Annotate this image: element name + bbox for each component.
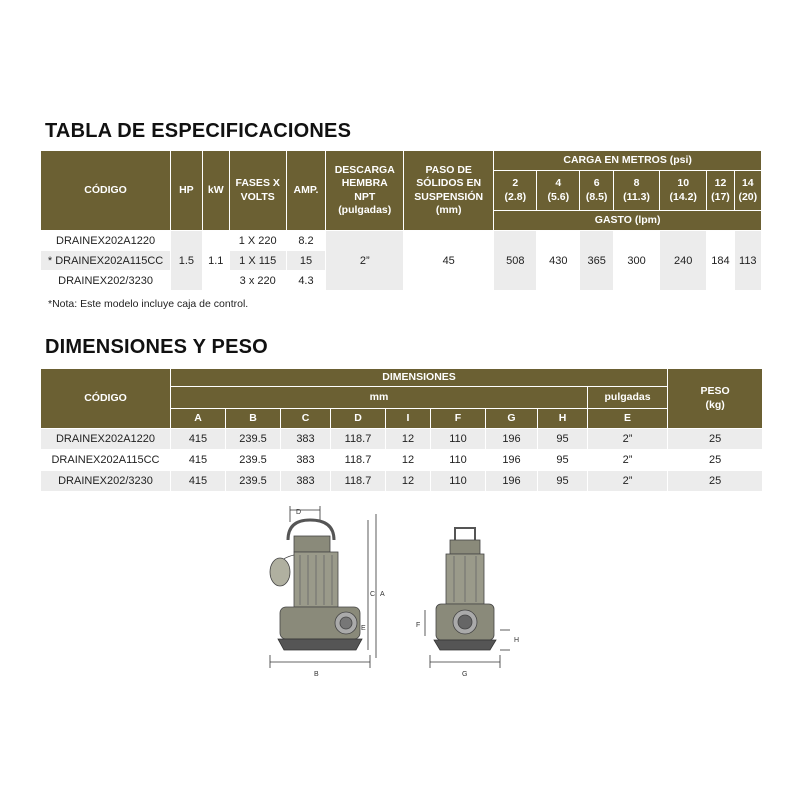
spec-header-kw: kW [202,151,229,231]
spec-fases: 1 X 220 [229,231,286,251]
spec-header-descarga-line1: DESCARGA [334,164,395,177]
dim-val-h: 95 [538,450,588,471]
table-row [41,231,762,251]
spec-paso: 45 [404,231,494,291]
spec-fases: 1 X 115 [229,251,286,271]
dim-label-h: H [514,637,520,644]
spec-header-paso-line3: SUSPENSIÓN [414,190,484,203]
table-row [41,471,763,492]
dim-header-mm: mm [171,387,588,409]
spec-header-descarga-line4: (pulgadas) [338,203,392,216]
carga-col-8: 8 (11.3) [613,171,659,211]
dim-peso: 25 [668,429,763,450]
carga-col-14: 14 (20) [734,171,761,211]
spec-header-descarga [326,151,404,231]
dim-val-a: 415 [171,450,226,471]
spec-gasto-8: 300 [613,231,659,291]
dim-val-f: 110 [431,450,486,471]
dim-val-e: 2” [588,450,668,471]
dim-header-peso [668,369,763,429]
dim-codigo: DRAINEX202A115CC [41,450,171,471]
dim-peso: 25 [668,471,763,492]
table-row [41,429,763,450]
dim-codigo: DRAINEX202A1220 [41,429,171,450]
dim-label-c: C [370,591,376,598]
spec-header-paso-line1: PASO DE [425,164,472,177]
pump-drawing [250,500,550,685]
spec-amp: 8.2 [286,231,326,251]
spec-header-paso-line4: (mm) [435,203,462,216]
table-row [41,450,763,471]
dim-val-i: 12 [386,450,431,471]
dim-val-c: 383 [281,471,331,492]
dim-val-g: 196 [486,429,538,450]
dim-title: DIMENSIONES Y PESO [45,336,268,358]
dim-col-h: H [538,409,588,429]
dim-val-g: 196 [486,450,538,471]
dim-peso: 25 [668,450,763,471]
dim-col-f: F [431,409,486,429]
dim-val-f: 110 [431,429,486,450]
carga-col-6: 6 (8.5) [580,171,614,211]
spec-hp: 1.5 [171,231,202,291]
spec-header-codigo: CÓDIGO [41,151,171,231]
dim-label-e: E [361,625,366,632]
spec-header-fases [229,151,286,231]
spec-kw: 1.1 [202,231,229,291]
dim-col-g: G [486,409,538,429]
carga-col-4: 4 (5.6) [537,171,580,211]
dim-label-b: B [314,671,319,678]
spec-note: *Nota: Este modelo incluye caja de control. [48,298,249,310]
dim-col-c: C [281,409,331,429]
dim-val-g: 196 [486,471,538,492]
carga-col-2: 2 (2.8) [494,171,537,211]
dim-val-c: 383 [281,450,331,471]
dim-val-f: 110 [431,471,486,492]
carga-col-10: 10 (14.2) [660,171,707,211]
spec-table [40,150,762,291]
spec-codigo: DRAINEX202A1220 [41,231,171,251]
pump-side-view [270,506,385,678]
carga-col-12: 12 (17) [707,171,734,211]
dim-val-i: 12 [386,429,431,450]
pump-front-view [416,528,519,678]
spec-header-gasto: GASTO (lpm) [494,211,762,231]
spec-gasto-2: 508 [494,231,537,291]
dim-label-g: G [462,671,468,678]
spec-fases: 3 x 220 [229,271,286,291]
spec-descarga: 2” [326,231,404,291]
dim-val-i: 12 [386,471,431,492]
dim-col-b: B [226,409,281,429]
spec-header-fases-line2: VOLTS [240,190,275,203]
dim-val-d: 118.7 [331,450,386,471]
dim-label-d: D [296,509,302,516]
dim-col-a: A [171,409,226,429]
dim-table [40,368,763,492]
spec-gasto-4: 430 [537,231,580,291]
spec-header-paso [404,151,494,231]
spec-gasto-14: 113 [734,231,761,291]
dim-val-c: 383 [281,429,331,450]
dim-header-peso-line1: PESO [700,385,730,398]
spec-gasto-10: 240 [660,231,707,291]
spec-gasto-12: 184 [707,231,734,291]
dim-val-b: 239.5 [226,450,281,471]
dim-codigo: DRAINEX202/3230 [41,471,171,492]
dim-val-b: 239.5 [226,471,281,492]
dim-val-h: 95 [538,471,588,492]
dim-val-a: 415 [171,429,226,450]
dim-val-d: 118.7 [331,471,386,492]
spec-header-descarga-line2: HEMBRA [341,177,388,190]
spec-header-paso-line2: SÓLIDOS EN [416,177,482,190]
spec-header-amp: AMP. [286,151,326,231]
dim-header-peso-line2: (kg) [705,398,725,411]
spec-codigo: DRAINEX202/3230 [41,271,171,291]
spec-header-descarga-line3: NPT [354,190,376,203]
dim-col-i: I [386,409,431,429]
dim-val-d: 118.7 [331,429,386,450]
spec-amp: 4.3 [286,271,326,291]
dim-val-e: 2” [588,471,668,492]
dim-val-h: 95 [538,429,588,450]
spec-codigo: * DRAINEX202A115CC [41,251,171,271]
dim-col-e: E [588,409,668,429]
spec-gasto-6: 365 [580,231,614,291]
spec-amp: 15 [286,251,326,271]
dim-label-a: A [380,591,385,598]
spec-header-hp: HP [171,151,202,231]
dim-header-codigo: CÓDIGO [41,369,171,429]
spec-header-carga: CARGA EN METROS (psi) [494,151,762,171]
dim-header-dimensiones: DIMENSIONES [171,369,668,387]
dim-header-pulgadas: pulgadas [588,387,668,409]
spec-header-fases-line1: FASES X [235,177,280,190]
dim-label-f: F [416,622,421,629]
dim-val-a: 415 [171,471,226,492]
dim-val-b: 239.5 [226,429,281,450]
dim-col-d: D [331,409,386,429]
dim-val-e: 2” [588,429,668,450]
spec-title: TABLA DE ESPECIFICACIONES [45,120,352,142]
